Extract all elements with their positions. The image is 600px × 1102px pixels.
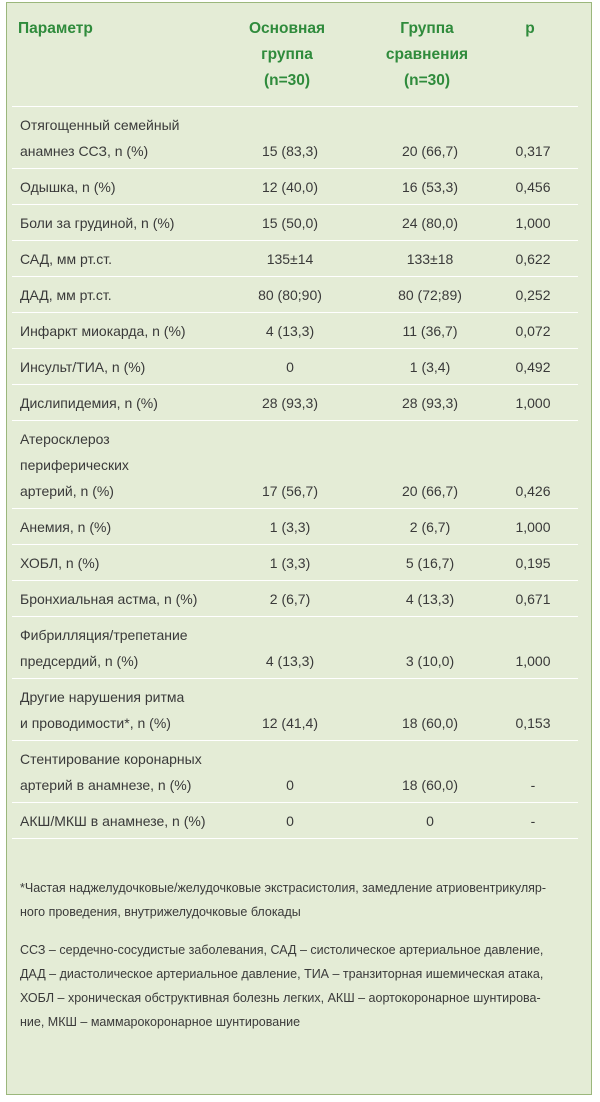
abbreviation-line: ССЗ – сердечно-сосудистые заболевания, САД – систолическое артериальное давление, [20, 943, 544, 957]
table-row [12, 168, 578, 204]
table-row [12, 678, 578, 740]
row-parameter-line: Боли за грудиной, n (%) [20, 215, 175, 231]
row-p-value: 0,622 [515, 251, 551, 267]
row-comparison-group-value: 24 (80,0) [401, 215, 459, 231]
table-row [12, 580, 578, 616]
table-row [12, 616, 578, 678]
row-parameter-line: и проводимости*, n (%) [20, 715, 171, 731]
row-comparison-group-value: 5 (16,7) [405, 555, 455, 571]
header-p-value: р [525, 20, 535, 37]
row-parameter [20, 808, 250, 834]
row-parameter-line: Анемия, n (%) [20, 519, 112, 535]
table-row [12, 802, 578, 838]
row-parameter [20, 354, 250, 380]
table-row [12, 106, 578, 168]
header-main-group-line: Основная [248, 20, 326, 37]
header-comparison-group [367, 16, 487, 94]
row-comparison-group-value: 16 (53,3) [401, 179, 459, 195]
row-parameter-line: Инсульт/ТИА, n (%) [20, 359, 146, 375]
row-parameter-line: ДАД, мм рт.ст. [20, 287, 112, 303]
abbreviation-line: ние, МКШ – маммарокоронарное шунтирование [20, 1015, 301, 1029]
row-parameter-line: Фибрилляция/трепетание [20, 627, 188, 643]
row-parameter [20, 390, 250, 416]
table-row [12, 420, 578, 508]
abbreviation-line: ХОБЛ – хроническая обструктивная болезнь легких, АКШ – аортокоронарное шунтирова- [20, 991, 541, 1005]
row-parameter [20, 426, 250, 504]
row-main-group-value: 4 (13,3) [265, 323, 315, 339]
row-parameter-line: Инфаркт миокарда, n (%) [20, 323, 186, 339]
row-parameter-line: артерий, n (%) [20, 483, 114, 499]
table-row [12, 348, 578, 384]
row-p-value: 0,153 [515, 715, 551, 731]
row-p-value: 0,671 [515, 591, 551, 607]
row-main-group-value: 1 (3,3) [269, 555, 311, 571]
row-parameter [20, 174, 250, 200]
table-row [12, 276, 578, 312]
row-parameter [20, 586, 250, 612]
row-p-value: 0,252 [515, 287, 551, 303]
row-main-group-value: 28 (93,3) [261, 395, 319, 411]
row-parameter [20, 112, 250, 164]
header-parameter: Параметр [18, 20, 93, 37]
table-row [12, 204, 578, 240]
row-p-value: 0,072 [515, 323, 551, 339]
row-parameter-line: ХОБЛ, n (%) [20, 555, 100, 571]
row-parameter-line: Дислипидемия, n (%) [20, 395, 158, 411]
row-parameter-line: периферических [20, 457, 129, 473]
table-row [12, 740, 578, 802]
abbreviation-line: ДАД – диастолическое артериальное давление, ТИА – транзиторная ишемическая атака, [20, 967, 544, 981]
row-main-group-value: 0 [286, 777, 294, 793]
table-row [12, 384, 578, 420]
row-comparison-group-value: 18 (60,0) [401, 715, 459, 731]
header-main-group-line: (n=30) [263, 72, 311, 89]
row-p-value: 1,000 [515, 653, 551, 669]
row-parameter-line: Отягощенный семейный [20, 117, 180, 133]
row-parameter-line: АКШ/МКШ в анамнезе, n (%) [20, 813, 206, 829]
row-p-value: 0,317 [515, 143, 551, 159]
row-p-value: 0,195 [515, 555, 551, 571]
row-main-group-value: 12 (41,4) [261, 715, 319, 731]
row-parameter [20, 622, 250, 674]
header-main-group [227, 16, 347, 94]
row-parameter-line: предсердий, n (%) [20, 653, 139, 669]
row-main-group-value: 17 (56,7) [261, 483, 319, 499]
row-comparison-group-value: 11 (36,7) [402, 323, 458, 339]
table-row [12, 544, 578, 580]
table-header [12, 14, 578, 102]
footnote-line: *Частая наджелудочковые/желудочковые экстрасистолия, замедление атриовентрикуляр- [20, 881, 547, 895]
row-main-group-value: 0 [286, 813, 294, 829]
abbreviations [20, 938, 576, 1034]
row-parameter-line: артерий в анамнезе, n (%) [20, 777, 192, 793]
row-parameter [20, 514, 250, 540]
row-comparison-group-value: 2 (6,7) [409, 519, 451, 535]
row-comparison-group-value: 28 (93,3) [401, 395, 459, 411]
row-divider [12, 838, 578, 839]
row-comparison-group-value: 20 (66,7) [401, 483, 459, 499]
row-parameter [20, 318, 250, 344]
row-comparison-group-value: 1 (3,4) [409, 359, 451, 375]
row-p-value: - [530, 813, 536, 829]
row-parameter [20, 746, 250, 798]
table-row [12, 312, 578, 348]
row-p-value: 0,456 [515, 179, 551, 195]
row-main-group-value: 1 (3,3) [269, 519, 311, 535]
row-main-group-value: 80 (80;90) [258, 287, 322, 303]
table-row [12, 508, 578, 544]
header-comparison-group-line: сравнения [385, 46, 469, 63]
row-parameter-line: Бронхиальная астма, n (%) [20, 591, 198, 607]
row-parameter-line: анамнез ССЗ, n (%) [20, 143, 149, 159]
row-comparison-group-value: 0 [426, 813, 434, 829]
row-parameter-line: Атеросклероз [20, 431, 110, 447]
row-p-value: 1,000 [515, 215, 551, 231]
row-main-group-value: 135±14 [266, 251, 314, 267]
row-main-group-value: 12 (40,0) [261, 179, 319, 195]
row-comparison-group-value: 18 (60,0) [401, 777, 459, 793]
row-p-value: - [530, 777, 536, 793]
row-parameter [20, 684, 250, 736]
row-parameter-line: Стентирование коронарных [20, 751, 202, 767]
header-comparison-group-line: (n=30) [403, 72, 451, 89]
row-parameter-line: Другие нарушения ритма [20, 689, 185, 705]
footnote [20, 876, 576, 924]
row-p-value: 1,000 [515, 395, 551, 411]
row-parameter [20, 282, 250, 308]
row-comparison-group-value: 3 (10,0) [405, 653, 455, 669]
row-parameter [20, 210, 250, 236]
row-parameter-line: Одышка, n (%) [20, 179, 116, 195]
row-p-value: 1,000 [515, 519, 551, 535]
row-comparison-group-value: 133±18 [406, 251, 454, 267]
table-row [12, 240, 578, 276]
row-p-value: 0,492 [515, 359, 551, 375]
row-main-group-value: 4 (13,3) [265, 653, 315, 669]
row-main-group-value: 15 (50,0) [261, 215, 319, 231]
header-comparison-group-line: Группа [400, 20, 454, 37]
header-main-group-line: группа [261, 46, 313, 63]
row-p-value: 0,426 [515, 483, 551, 499]
row-main-group-value: 15 (83,3) [261, 143, 319, 159]
row-parameter [20, 550, 250, 576]
row-parameter-line: САД, мм рт.ст. [20, 251, 112, 267]
row-parameter [20, 246, 250, 272]
footnote-line: ного проведения, внутрижелудочковые блокады [20, 905, 301, 919]
row-comparison-group-value: 20 (66,7) [401, 143, 459, 159]
row-main-group-value: 0 [286, 359, 294, 375]
row-main-group-value: 2 (6,7) [269, 591, 311, 607]
row-comparison-group-value: 4 (13,3) [405, 591, 455, 607]
row-comparison-group-value: 80 (72;89) [398, 287, 462, 303]
